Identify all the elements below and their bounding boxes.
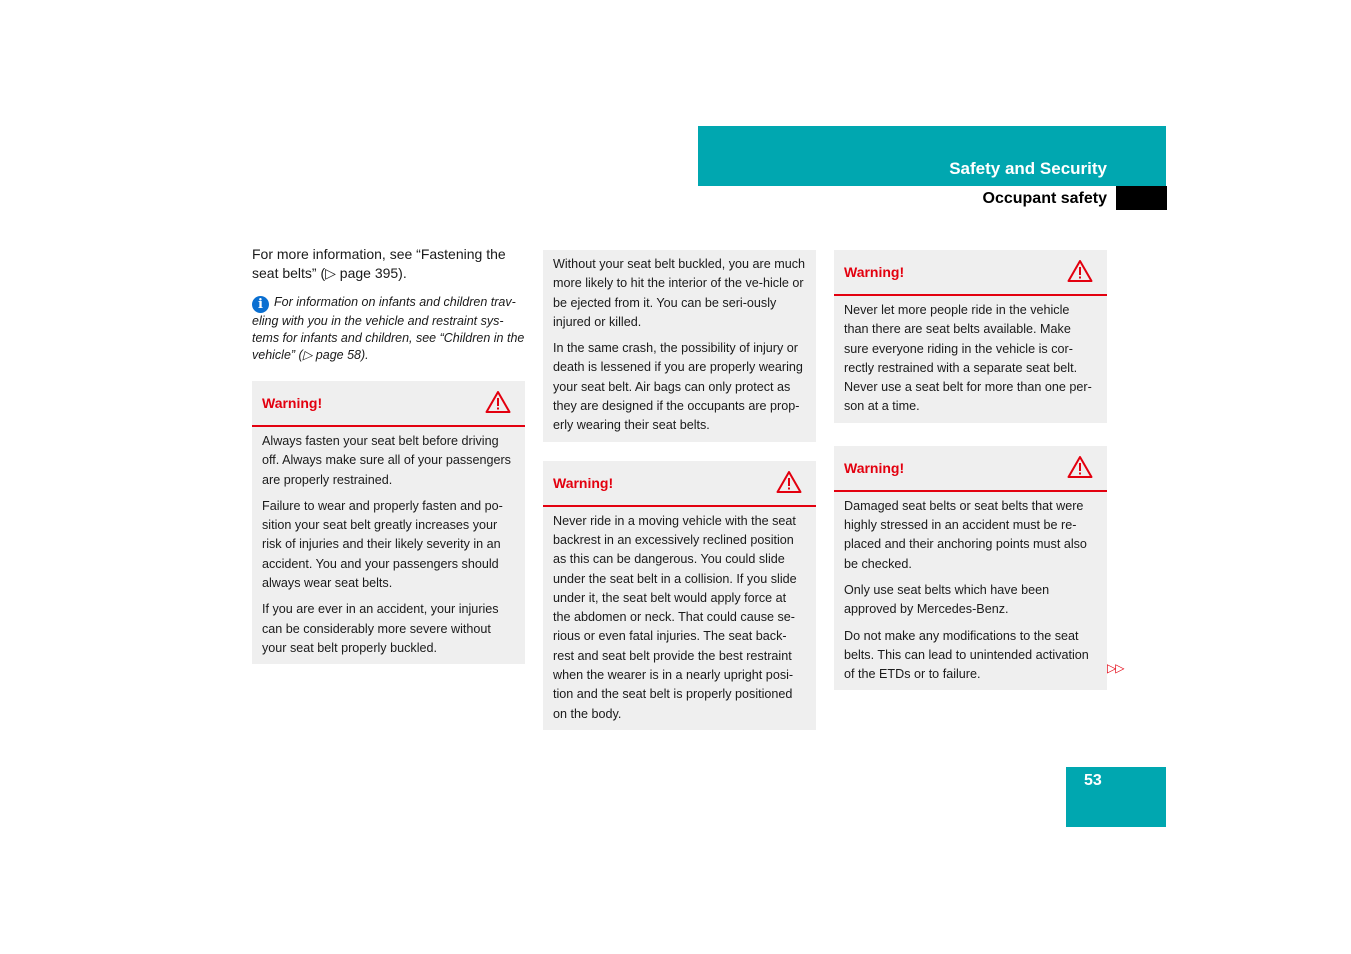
warning-box-backrest xyxy=(543,461,816,730)
warning-header xyxy=(543,461,816,507)
intro-text: For more information, see “Fastening the seat belts” (▷ page 395). xyxy=(252,246,506,281)
paragraph: Always fasten your seat belt before driving off. Always make sure all of your passengers are properly restrained. xyxy=(262,434,511,487)
paragraph: Do not make any modifications to the seat belts. This can lead to unintended activation of the ETDs or to failure. xyxy=(844,628,1089,682)
warning-header xyxy=(252,381,525,427)
warning-body xyxy=(834,492,1107,691)
paragraph: Never let more people ride in the vehicle than there are seat belts available. Make sure everyone riding in the vehicle is cor-rectly restrained with a separate seat belt. Never use a seat belt for more than one per-son at a time. xyxy=(844,303,1092,414)
paragraph: In the same crash, the possibility of injury or death is lessened if you are properly wearing your seat belt. Air bags can only protect as they are designed if the occupants are prop-erly wearing their seat belts. xyxy=(553,341,803,433)
left-column xyxy=(252,245,525,664)
section-title: Safety and Security xyxy=(949,159,1107,178)
warning-box-damaged-belts xyxy=(834,446,1107,691)
middle-column xyxy=(543,250,816,730)
right-column xyxy=(834,250,1107,690)
paragraph: If you are ever in an accident, your injuries can be considerably more severe without your seat belt properly buckled. xyxy=(262,602,499,655)
warning-title: Warning! xyxy=(844,264,905,280)
warning-body xyxy=(543,507,816,730)
continued-arrow-icon: ▷▷ xyxy=(1107,661,1124,675)
warning-box-fasten xyxy=(252,381,525,664)
warning-title: Warning! xyxy=(553,474,614,491)
warning-triangle-icon xyxy=(485,390,511,414)
subsection-title: Occupant safety xyxy=(982,190,1107,207)
paragraph: Failure to wear and properly fasten and po-sition your seat belt greatly increases your risk of injuries and their likely severity in an accident. You and your passengers should always wear seat belts. xyxy=(262,498,503,591)
warning-box-occupancy xyxy=(834,250,1107,423)
info-note-text: For information on infants and children trav-eling with you in the vehicle and restraint sys-tems for infants and children, see “Children in the vehicle” (▷ page 58). xyxy=(252,295,525,362)
paragraph: Damaged seat belts or seat belts that were highly stressed in an accident must be re-placed and their anchoring points must also be checked. xyxy=(844,498,1087,571)
warning-triangle-icon xyxy=(1067,455,1093,479)
paragraph: Without your seat belt buckled, you are much more likely to hit the interior of the ve-hicle or be ejected from it. You can be seri-ously injured or killed. xyxy=(553,257,806,329)
seat-belt-info-box xyxy=(543,250,816,442)
warning-title: Warning! xyxy=(844,459,905,476)
warning-title: Warning! xyxy=(262,395,323,411)
warning-triangle-icon xyxy=(776,470,802,494)
paragraph: Never ride in a moving vehicle with the seat backrest in an excessively reclined position as this can be dangerous. You could slide under the seat belt in a collision. If you slide under it, the seat belt would apply force at the abdomen or neck. That could cause se-rious or even fatal injuries. The seat back-rest and seat belt provide the best restraint when the wearer is in a nearly upright posi-tion and the seat belt is properly positioned on the body. xyxy=(553,513,797,721)
warning-triangle-icon xyxy=(1067,259,1093,283)
page-number-box xyxy=(1066,767,1166,827)
page-number: 53 xyxy=(1084,772,1102,789)
warning-header xyxy=(834,446,1107,492)
info-icon: i xyxy=(252,296,269,313)
warning-header xyxy=(834,250,1107,296)
warning-body xyxy=(252,427,525,664)
section-tab-marker xyxy=(1116,186,1167,210)
paragraph: Only use seat belts which have been approved by Mercedes-Benz. xyxy=(844,582,1050,617)
warning-body xyxy=(834,296,1107,423)
info-note xyxy=(252,294,525,364)
